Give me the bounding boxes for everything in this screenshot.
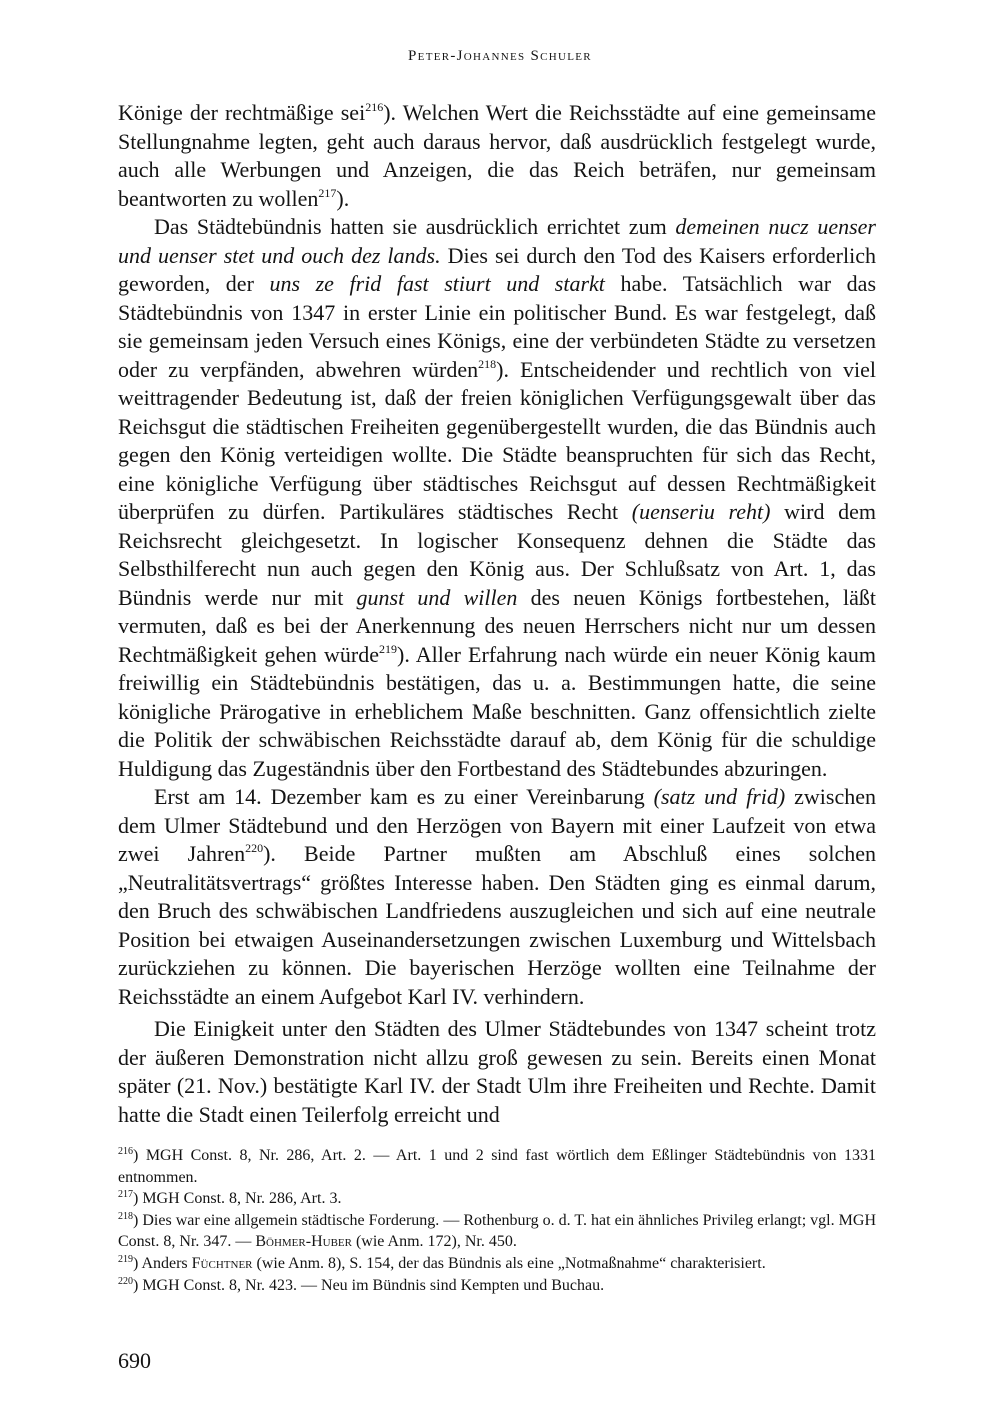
page-number: 690: [118, 1348, 151, 1373]
footnote-ref: 217: [118, 1189, 133, 1201]
quoted-source-text: uns ze frid fast stiurt und starkt: [269, 271, 605, 296]
paragraph: [118, 99, 876, 213]
footnote: [118, 1253, 876, 1275]
text-run: des neuen Königs fortbestehen, läßt vermuten, daß es bei der Anerkennung des neuen Herrschers nicht nur um dessen Rechtmäßigkeit gehen würde: [118, 584, 877, 667]
footnote-ref: 219: [379, 641, 398, 656]
quoted-source-text: (satz und frid): [653, 784, 786, 809]
text-run: ) Anders: [133, 1254, 192, 1272]
text-run: (wie Anm. 8), S. 154, der das Bündnis als eine „Notmaßnahme“ charakterisiert.: [252, 1254, 766, 1272]
text-run: ). Aller Erfahrung nach würde ein neuer König kaum freiwillig ein Städtebündnis bestätigen, das u. a. Bestimmungen hatte, die seine königliche Prärogative in erheblichem Maße beschnitten. Ganz offensichtlich zielte die Politik der schwäbischen Reichsstädte darauf ab, dem König für die schuldige Huldigung das Zugeständnis über den Fortbestand des Städtebundes abzuringen.: [118, 641, 876, 781]
quoted-source-text: gunst und willen: [356, 584, 518, 610]
paragraph: [118, 783, 876, 1011]
footnote-ref: 218: [478, 356, 497, 371]
footnote: [118, 1188, 876, 1210]
author-name: Böhmer-Huber: [255, 1233, 352, 1251]
text-run: ) MGH Const. 8, Nr. 286, Art. 2. — Art. 1 und 2 sind fast wörtlich dem Eßlinger Städtebündnis von 1331 entnommen.: [118, 1147, 876, 1186]
text-run: ). Beide Partner mußten am Abschluß eines solchen „Neutralitätsvertrags“ größtes Interesse haben. Den Städten ging es einmal darum, den Bruch des schwäbischen Landfriedens auszugleichen und sich auf eine neutrale Position bei etwaigen Auseinandersetzungen zwischen Luxemburg und Wittelsbach zurückziehen zu können. Die bayerischen Herzöge wollten eine Teilnahme der Reichsstädte an einem Aufgebot Karl IV. verhindern.: [118, 841, 876, 1009]
text-run: Das Städtebündnis hatten sie ausdrücklich errichtet zum: [154, 214, 676, 239]
body-text: [118, 99, 876, 1129]
quoted-source-text: (uenseriu reht): [631, 499, 771, 524]
footnote-ref: 216: [365, 100, 384, 114]
footnote-ref: 220: [118, 1275, 133, 1287]
footnote: [118, 1210, 876, 1253]
running-head: Peter-Johannes Schuler: [408, 48, 592, 64]
footnote-ref: 217: [318, 185, 337, 200]
text-run: Erst am 14. Dezember kam es zu einer Vereinbarung: [154, 784, 654, 809]
text-run: Dies sei durch den Tod des Kaisers erforderlich geworden, der: [118, 242, 876, 296]
author-name: Füchtner: [191, 1254, 253, 1272]
paragraph: [118, 213, 876, 783]
text-run: ) Dies war eine allgemein städtische Forderung. — Rothenburg o. d. T. hat ein ähnliches Privileg erlangt; vgl. MGH Const. 8, Nr. 347. —: [118, 1211, 876, 1251]
text-run: ). Entscheidender und rechtlich von viel weittragender Bedeutung ist, daß der freien königlichen Verfügungsgewalt über das Reichsgut die städtischen Freiheiten gegenübergestellt wurden, die das Bündnis auch gegen den König verteidigen wollte. Die Städte beanspruchten für sich das Recht, eine königliche Verfügung über städtisches Reichsgut auf dessen Rechtmäßigkeit überprüfen zu dürfen. Partikuläres städtisches Recht: [118, 356, 876, 524]
text-run: habe. Tatsächlich war das Städtebündnis von 1347 in erster Linie ein politischer Bund. Es war festgelegt, daß sie gemeinsam jeden Versuch eines Königs, eine der verbündeten Städte zu versetzen oder zu verpfänden, abwehren würden: [118, 271, 877, 382]
footnote-ref: 218: [118, 1210, 133, 1222]
text-run: ). Welchen Wert die Reichsstädte auf eine gemeinsame Stellungnahme legten, geht auch daraus hervor, daß ausdrücklich festgelegt wurde, auch alle Werbungen und Anzeigen, die das Reich beträfen, nur gemeinsam beantworten zu wollen: [118, 100, 877, 211]
footnotes: [118, 1145, 876, 1296]
footnote: [118, 1275, 876, 1297]
footnote-ref: 220: [245, 841, 264, 855]
text-run: zwischen dem Ulmer Städtebund und den Herzögen von Bayern mit einer Laufzeit von etwa zwei Jahren: [118, 784, 876, 866]
footnote-ref: 216: [118, 1146, 133, 1157]
footnote-ref: 219: [118, 1253, 133, 1265]
text-run: ) MGH Const. 8, Nr. 286, Art. 3.: [133, 1190, 342, 1208]
paragraph: [118, 1015, 876, 1129]
text-run: ) MGH Const. 8, Nr. 423. — Neu im Bündnis sind Kempten und Buchau.: [133, 1276, 605, 1294]
text-run: ).: [336, 185, 350, 211]
quoted-source-text: demeinen nucz uenser und uenser stet und ouch dez lands.: [118, 214, 876, 268]
text-run: (wie Anm. 172), Nr. 450.: [351, 1233, 517, 1251]
text-run: Die Einigkeit unter den Städten des Ulmer Städtebundes von 1347 scheint trotz der äußeren Demonstration nicht allzu groß gewesen zu sein. Bereits einen Monat später (21. Nov.) bestätigte Karl IV. der Stadt Ulm ihre Freiheiten und Rechte. Damit hatte die Stadt einen Teilerfolg erreicht und: [118, 1016, 876, 1127]
text-run: wird dem Reichsrecht gleichgesetzt. In logischer Konsequenz dehnen die Städte das Selbsthilferecht nun auch gegen den König aus. Der Schlußsatz von Art. 1, das Bündnis werde nur mit: [118, 499, 877, 610]
footnote: [118, 1145, 876, 1188]
text-run: Könige der rechtmäßige sei: [118, 100, 366, 125]
